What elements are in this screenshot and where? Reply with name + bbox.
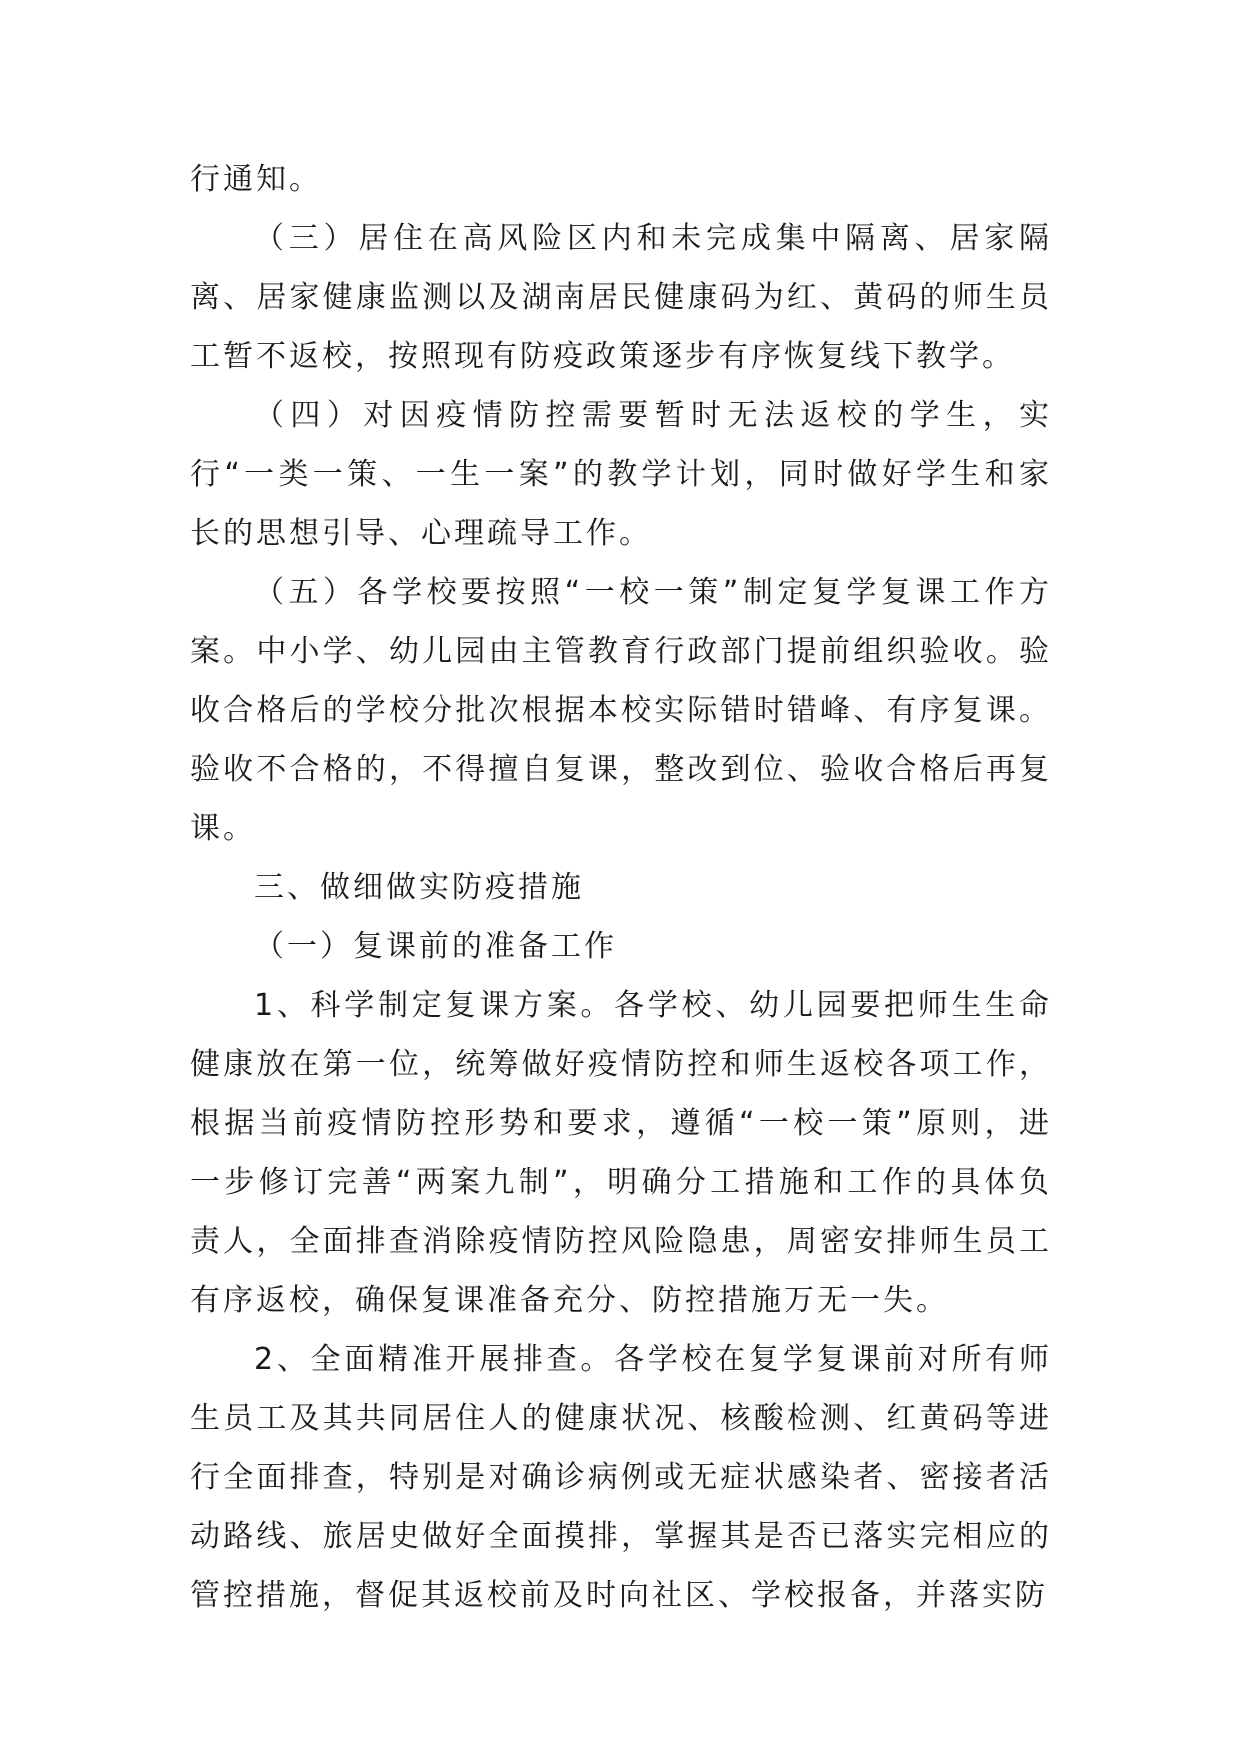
section-heading: 三、做细做实防疫措施 bbox=[254, 870, 584, 905]
paragraph-point-1: 1、科学制定复课方案。各学校、幼儿园要把师生生命健康放在第一位，统筹做好疫情防控和师生返校各项工作，根据当前疫情防控形势和要求，遵循“一校一策”原则，进一步修订完善“两案九制”，明确分工措施和工作的具体负责人，全面排查消除疫情防控风险隐患，周密安排师生员工有序返校，确保复课准备充分、防控措施万无一失。 bbox=[190, 988, 1052, 1318]
paragraph-item-3: （三）居住在高风险区内和未完成集中隔离、居家隔离、居家健康监测以及湖南居民健康码为红、黄码的师生员工暂不返校，按照现有防疫政策逐步有序恢复线下教学。 bbox=[190, 221, 1052, 374]
document-body bbox=[190, 150, 1052, 1625]
paragraph-point-2: 2、全面精准开展排查。各学校在复学复课前对所有师生员工及其共同居住人的健康状况、核酸检测、红黄码等进行全面排查，特别是对确诊病例或无症状感染者、密接者活动路线、旅居史做好全面摸排，掌握其是否已落实完相应的管控措施，督促其返校前及时向社区、学校报备，并落实防 bbox=[190, 1342, 1052, 1613]
paragraph-item-5: （五）各学校要按照“一校一策”制定复学复课工作方案。中小学、幼儿园由主管教育行政部门提前组织验收。验收合格后的学校分批次根据本校实际错时错峰、有序复课。验收不合格的，不得擅自复课，整改到位、验收合格后再复课。 bbox=[190, 575, 1052, 846]
subsection-heading: （一）复课前的准备工作 bbox=[254, 929, 617, 964]
paragraph-continuation: 行通知。 bbox=[190, 162, 322, 197]
paragraph-item-4: （四）对因疫情防控需要暂时无法返校的学生，实行“一类一策、一生一案”的教学计划，同时做好学生和家长的思想引导、心理疏导工作。 bbox=[190, 398, 1052, 551]
